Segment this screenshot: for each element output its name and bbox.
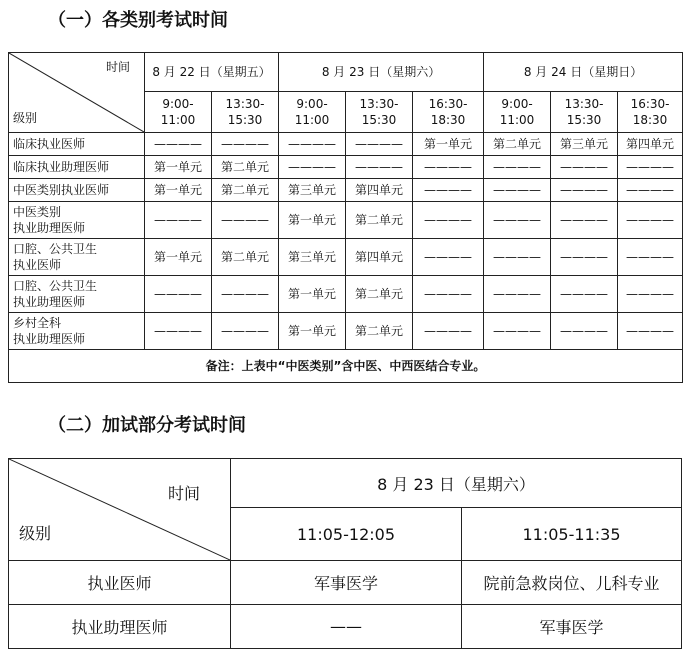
section-title-additional-exam: （二）加试部分考试时间 [48, 415, 246, 436]
schedule-cell: 第二单元 [212, 179, 279, 202]
schedule-cell: 第二单元 [346, 276, 413, 313]
schedule-cell: ———— [484, 313, 551, 350]
schedule-cell: 第二单元 [484, 133, 551, 156]
schedule-cell: ———— [212, 276, 279, 313]
schedule-cell: ———— [145, 202, 212, 239]
schedule-cell: ———— [279, 156, 346, 179]
schedule-cell: —— [231, 605, 462, 649]
schedule-cell: 第一单元 [145, 179, 212, 202]
schedule-cell: ———— [618, 156, 683, 179]
level-cell: 中医类别 执业助理医师 [9, 202, 145, 239]
schedule-cell: 第三单元 [279, 179, 346, 202]
schedule-cell: 第四单元 [346, 239, 413, 276]
schedule-cell: ———— [413, 239, 484, 276]
schedule-cell: 第一单元 [145, 156, 212, 179]
schedule-cell: 军事医学 [231, 561, 462, 605]
time-slot-header: 13:30- 15:30 [212, 92, 279, 133]
schedule-cell: ———— [551, 313, 618, 350]
time-slot-header: 9:00- 11:00 [484, 92, 551, 133]
diagonal-divider [9, 459, 230, 560]
schedule-cell: 第二单元 [346, 202, 413, 239]
corner-label-time: 时间 [167, 484, 200, 503]
date-header: 8 月 24 日（星期日） [484, 53, 683, 92]
corner-label-time: 时间 [105, 60, 130, 74]
schedule-cell: ———— [145, 313, 212, 350]
schedule-cell: ———— [346, 156, 413, 179]
schedule-cell: 第二单元 [212, 239, 279, 276]
schedule-cell: ———— [551, 276, 618, 313]
time-slot-header: 11:05-11:35 [462, 508, 682, 561]
schedule-cell: 第一单元 [279, 202, 346, 239]
table-row [9, 156, 683, 179]
level-cell: 执业医师 [9, 561, 231, 605]
corner-label-level: 级别 [13, 111, 38, 125]
exam-schedule-table [8, 52, 683, 383]
schedule-cell: ———— [212, 133, 279, 156]
level-cell: 口腔、公共卫生 执业助理医师 [9, 276, 145, 313]
schedule-cell: 第四单元 [346, 179, 413, 202]
date-header: 8 月 22 日（星期五） [145, 53, 279, 92]
schedule-cell: 第三单元 [279, 239, 346, 276]
schedule-cell: 第一单元 [279, 276, 346, 313]
schedule-cell: ———— [484, 202, 551, 239]
schedule-cell: ———— [484, 156, 551, 179]
time-slot-header: 9:00- 11:00 [279, 92, 346, 133]
date-header: 8 月 23 日（星期六） [279, 53, 484, 92]
table-row [9, 179, 683, 202]
schedule-cell: 第一单元 [413, 133, 484, 156]
schedule-cell: ———— [484, 179, 551, 202]
schedule-cell: ———— [618, 276, 683, 313]
schedule-cell: ———— [346, 133, 413, 156]
table-row [9, 202, 683, 239]
schedule-cell: 第二单元 [212, 156, 279, 179]
schedule-cell: ———— [279, 133, 346, 156]
time-slot-header: 9:00- 11:00 [145, 92, 212, 133]
schedule-cell: ———— [484, 276, 551, 313]
time-slot-header: 16:30- 18:30 [618, 92, 683, 133]
schedule-cell: ———— [551, 156, 618, 179]
level-cell: 临床执业助理医师 [9, 156, 145, 179]
schedule-cell: ———— [618, 179, 683, 202]
time-slot-header: 16:30- 18:30 [413, 92, 484, 133]
section-title-exam-times: （一）各类别考试时间 [48, 10, 228, 31]
table-note: 备注：上表中“中医类别”含中医、中西医结合专业。 [9, 350, 683, 383]
schedule-cell: ———— [212, 202, 279, 239]
time-slot-header: 11:05-12:05 [231, 508, 462, 561]
schedule-cell: 军事医学 [462, 605, 682, 649]
level-cell: 乡村全科 执业助理医师 [9, 313, 145, 350]
table-row [9, 239, 683, 276]
schedule-cell: ———— [413, 202, 484, 239]
schedule-cell: ———— [484, 239, 551, 276]
time-slot-header: 13:30- 15:30 [551, 92, 618, 133]
additional-exam-table [8, 458, 682, 649]
table-corner-header [9, 459, 231, 561]
schedule-cell: ———— [618, 313, 683, 350]
time-slot-header: 13:30- 15:30 [346, 92, 413, 133]
schedule-cell: ———— [551, 179, 618, 202]
table-row [9, 133, 683, 156]
schedule-cell: ———— [618, 239, 683, 276]
schedule-cell: 第三单元 [551, 133, 618, 156]
schedule-cell: ———— [551, 202, 618, 239]
schedule-cell: 第一单元 [279, 313, 346, 350]
date-header: 8 月 23 日（星期六） [231, 459, 682, 508]
schedule-cell: 院前急救岗位、儿科专业 [462, 561, 682, 605]
schedule-cell: 第一单元 [145, 239, 212, 276]
schedule-cell: ———— [145, 276, 212, 313]
schedule-cell: 第四单元 [618, 133, 683, 156]
schedule-cell: 第二单元 [346, 313, 413, 350]
schedule-cell: ———— [145, 133, 212, 156]
schedule-cell: ———— [413, 156, 484, 179]
level-cell: 口腔、公共卫生 执业医师 [9, 239, 145, 276]
schedule-cell: ———— [413, 276, 484, 313]
table-row [9, 313, 683, 350]
table-corner-header [9, 53, 145, 133]
level-cell: 执业助理医师 [9, 605, 231, 649]
schedule-cell: ———— [551, 239, 618, 276]
schedule-cell: ———— [212, 313, 279, 350]
schedule-cell: ———— [618, 202, 683, 239]
corner-label-level: 级别 [19, 524, 52, 543]
schedule-cell: ———— [413, 313, 484, 350]
schedule-cell: ———— [413, 179, 484, 202]
table-row [9, 276, 683, 313]
level-cell: 临床执业医师 [9, 133, 145, 156]
level-cell: 中医类别执业医师 [9, 179, 145, 202]
